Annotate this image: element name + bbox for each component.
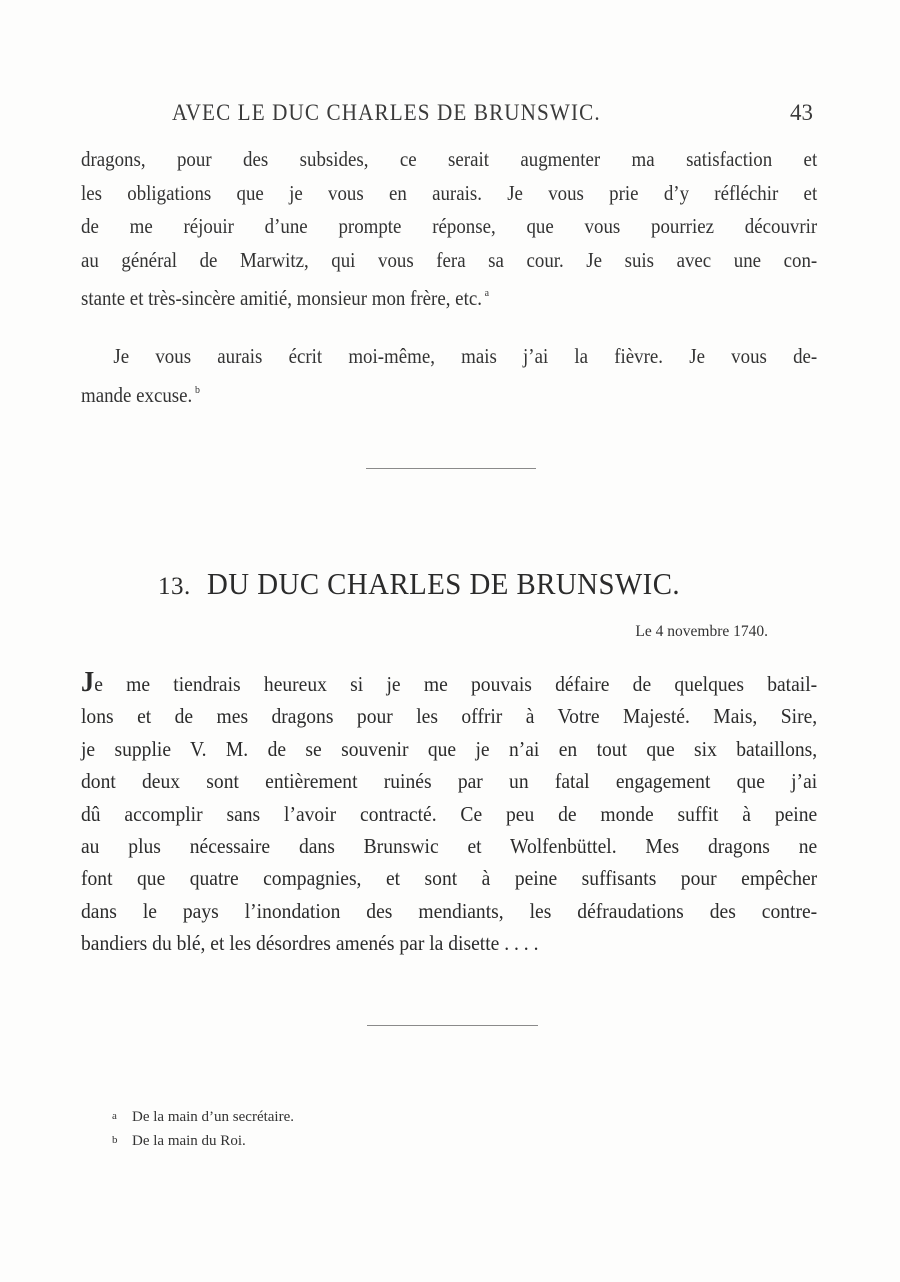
page-number: 43 [790, 100, 813, 125]
text-line-content: mande excuse. [81, 382, 193, 407]
continuation-paragraph [81, 143, 817, 311]
text-line: lons et de mes dragons pour les offrir à Votre Majesté. Mais, Sire, [81, 704, 818, 729]
letter-number: 13. [158, 573, 191, 600]
text-line: dans le pays l’inondation des mendiants, les défraudations des contre- [81, 898, 818, 923]
text-line: les obligations que je vous en aurais. Je vous prie d’y réfléchir et [81, 180, 818, 205]
footnotes [112, 1105, 294, 1153]
drop-initial: J [81, 666, 95, 698]
text-line-content: stante et très-sincère amitié, monsieur mon frère, etc. [81, 286, 482, 310]
postscript-lines [81, 340, 817, 407]
footnote-text: De la main d’un secrétaire. [132, 1109, 295, 1125]
footnote-ref-a[interactable]: a [484, 287, 490, 299]
section-divider [366, 468, 536, 469]
text-line: au plus nécessaire dans Brunswic et Wolfenbüttel. Mes dragons ne [81, 833, 818, 858]
letter-title: DU DUC CHARLES DE BRUNSWIC. [206, 566, 680, 601]
postscript-paragraph [81, 340, 817, 407]
text-line-content: e me tiendrais heureux si je me pouvais défaire de quelques batail- [94, 672, 818, 696]
running-title: AVEC LE DUC CHARLES DE BRUNSWIC. [172, 100, 601, 125]
letter-date: Le 4 novembre 1740. [635, 623, 768, 640]
text-line: font que quatre compagnies, et sont à peine suffisants pour empêcher [81, 866, 818, 891]
text-line: dragons, pour des subsides, ce serait augmenter ma satisfaction et [81, 147, 818, 171]
text-line: je supplie V. M. de se souvenir que je n’ai en tout que six bataillons, [81, 736, 818, 761]
continuation-lines [81, 143, 817, 311]
text-line [81, 374, 817, 408]
letter-body [81, 668, 817, 960]
footnote-text: De la main du Roi. [132, 1133, 246, 1149]
text-line: Je vous aurais écrit moi-même, mais j’ai la fièvre. Je vous de- [113, 344, 818, 368]
footnote-a [112, 1105, 294, 1129]
text-line: dû accomplir sans l’avoir contracté. Ce peu de monde suffit à peine [81, 801, 818, 826]
letter-lines [81, 668, 817, 960]
text-line: dont deux sont entièrement ruinés par un fatal engagement que j’ai [81, 769, 818, 794]
footnote-b [112, 1129, 294, 1153]
text-line: de me réjouir d’une prompte réponse, que vous pourriez découvrir [81, 214, 818, 238]
running-head [172, 100, 765, 130]
section-divider [367, 1025, 538, 1026]
text-line [81, 668, 817, 700]
footnote-ref-b[interactable]: b [194, 383, 200, 396]
footnote-mark: b [112, 1134, 118, 1146]
text-line: au général de Marwitz, qui vous fera sa cour. Je suis avec une con- [81, 247, 818, 272]
text-line: bandiers du blé, et les désordres amenés par la disette . . . . [81, 931, 539, 956]
text-line [81, 277, 817, 311]
footnote-mark: a [112, 1110, 117, 1122]
letter-heading [158, 566, 715, 602]
